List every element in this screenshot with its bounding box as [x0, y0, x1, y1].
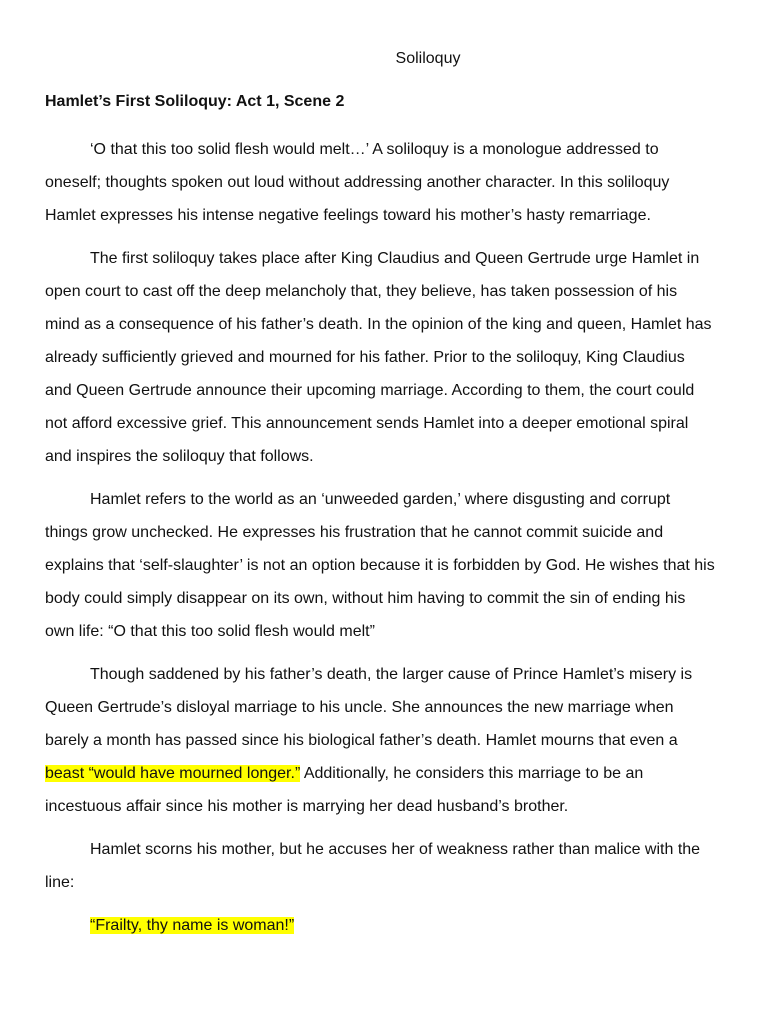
paragraph-line: Hamlet scorns his mother, but he accuses her of weakness rather than malice with the	[90, 841, 701, 858]
highlighted-quote: “Frailty, thy name is woman!”	[90, 917, 295, 934]
paragraph-3	[45, 483, 725, 648]
paragraph-line: body could simply disappear on its own, without him having to commit the sin of ending his	[45, 590, 686, 607]
paragraph-line: things grow unchecked. He expresses his frustration that he cannot commit suicide and	[45, 524, 664, 541]
paragraph-line: Queen Gertrude’s disloyal marriage to his uncle. She announces the new marriage when	[45, 699, 674, 716]
paragraph-2	[45, 242, 725, 473]
paragraph-line: barely a month has passed since his biological father’s death. Hamlet mourns that even a	[45, 732, 678, 749]
paragraph-line: open court to cast off the deep melancholy that, they believe, has taken possession of his	[45, 283, 678, 300]
paragraph-line: already sufficiently grieved and mourned for his father. Prior to the soliloquy, King Claudius	[45, 349, 685, 366]
paragraph-line: line:	[45, 874, 75, 891]
paragraph-line: Hamlet expresses his intense negative feelings toward his mother’s hasty remarriage.	[45, 207, 651, 224]
paragraph-1	[45, 133, 725, 232]
paragraph-line-with-highlight	[45, 757, 725, 790]
section-heading: Hamlet’s First Soliloquy: Act 1, Scene 2	[45, 93, 345, 110]
paragraph-text: Additionally, he considers this marriage to be an	[300, 765, 644, 782]
paragraph-line: The first soliloquy takes place after King Claudius and Queen Gertrude urge Hamlet in	[90, 250, 700, 267]
paragraph-line: ‘O that this too solid flesh would melt…’ A soliloquy is a monologue addressed to	[90, 141, 659, 158]
paragraph-line: Hamlet refers to the world as an ‘unweeded garden,’ where disgusting and corrupt	[90, 491, 671, 508]
paragraph-line: not afford excessive grief. This announcement sends Hamlet into a deeper emotional spiral	[45, 415, 689, 432]
paragraph-5	[45, 833, 725, 899]
highlighted-text: beast “would have mourned longer.”	[45, 765, 301, 782]
paragraph-4	[45, 658, 725, 823]
paragraph-line: and inspires the soliloquy that follows.	[45, 448, 314, 465]
paragraph-line: and Queen Gertrude announce their upcoming marriage. According to them, the court could	[45, 382, 695, 399]
paragraph-line: incestuous affair since his mother is marrying her dead husband’s brother.	[45, 798, 569, 815]
paragraph-line: oneself; thoughts spoken out loud without addressing another character. In this soliloquy	[45, 174, 670, 191]
block-quote	[45, 909, 725, 942]
document-body	[45, 133, 725, 942]
document-header-title: Soliloquy	[395, 50, 461, 67]
paragraph-line: Though saddened by his father’s death, the larger cause of Prince Hamlet’s misery is	[90, 666, 693, 683]
paragraph-line: own life: “O that this too solid flesh would melt”	[45, 623, 375, 640]
paragraph-line: mind as a consequence of his father’s death. In the opinion of the king and queen, Hamlet has	[45, 316, 712, 333]
paragraph-line: explains that ‘self-slaughter’ is not an option because it is forbidden by God. He wishes that his	[45, 557, 715, 574]
